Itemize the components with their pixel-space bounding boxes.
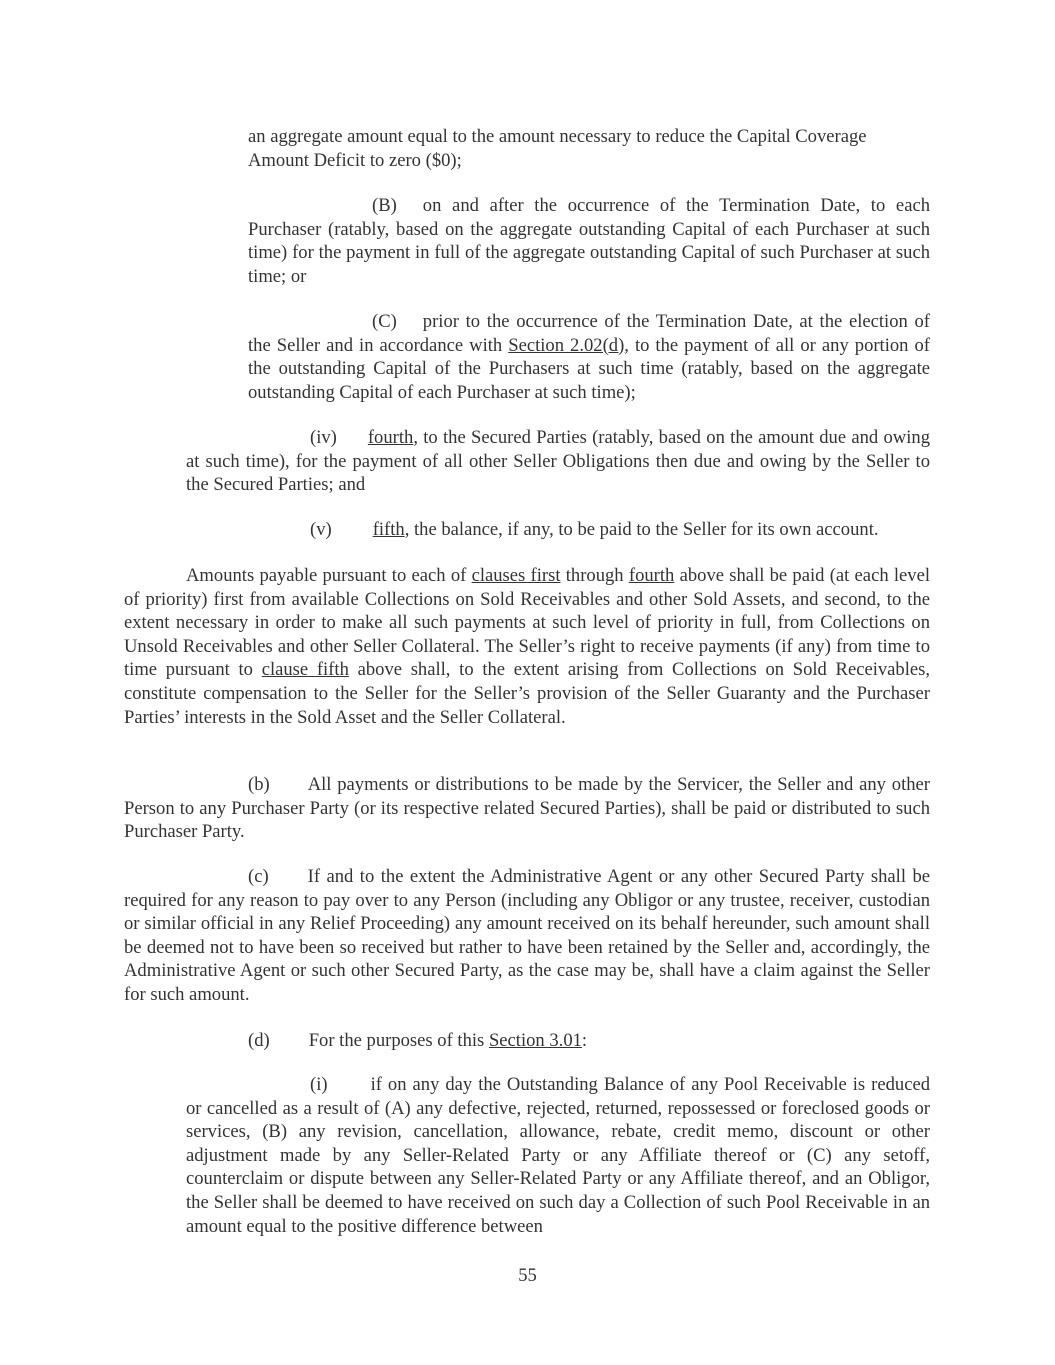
clause-text-B: on and after the occurrence of the Termination Date, to each Purchaser (ratably, based on the aggregate outstanding Capital of each Purchaser at such time) for the payment in full of the aggregate outstanding Capital of such Purchaser at such time; or [248, 195, 930, 287]
paragraph-i [186, 1073, 930, 1238]
ordinal-fifth: fifth [372, 519, 405, 540]
paragraph-v [186, 518, 930, 542]
section-reference-3-01[interactable]: Section 3.01 [488, 1030, 582, 1051]
reference-clauses-first[interactable]: clauses first [471, 565, 561, 586]
amounts-text-part2: through [565, 565, 624, 586]
paragraph-c [124, 865, 930, 1007]
paragraph-C [248, 310, 930, 404]
clause-label-v: (v) [310, 519, 332, 540]
clause-text-b: All payments or distributions to be made by the Servicer, the Seller and any other Person to any Purchaser Party (or its respective related Secured Parties), shall be paid or distributed to such Purchaser Party. [124, 774, 930, 843]
ordinal-fourth: fourth [367, 427, 414, 448]
paragraph-amounts-payable [124, 564, 930, 729]
section-reference-2-02-d[interactable]: Section 2.02(d) [508, 334, 625, 356]
clause-text-c: If and to the extent the Administrative Agent or any other Secured Party shall be required for any reason to pay over to any Person (including any Obligor or any trustee, receiver, custodian or similar official in any Relief Proceeding) any amount received on its behalf hereunder, such amount shall be deemed not to have been so received but rather to have been retained by the Seller and, accordingly, the Administrative Agent or such other Secured Party, as the case may be, shall have a claim against the Seller for such amount. [124, 866, 930, 1005]
clause-label-d: (d) [248, 1030, 270, 1051]
clause-text-iv: , to the Secured Parties (ratably, based on the amount due and owing at such time), for the payment of all other Seller Obligations then due and owing by the Seller to the Secured Parties; and [186, 427, 930, 496]
paragraph-B [248, 194, 930, 288]
clause-label-c: (c) [248, 866, 269, 887]
paragraph-a-continuation: an aggregate amount equal to the amount necessary to reduce the Capital Coverage Amount Deficit to zero ($0); [248, 126, 867, 171]
clause-label-B: (B) [372, 195, 397, 216]
clause-text-i: if on any day the Outstanding Balance of any Pool Receivable is reduced or cancelled as a result of (A) any defective, rejected, returned, repossessed or foreclosed goods or services, (B) any revision, cancellation, allowance, rebate, credit memo, discount or other adjustment made by any Seller-Related Party or any Affiliate thereof or (C) any setoff, counterclaim or dispute between any Seller-Related Party or any Affiliate thereof, and an Obligor, the Seller shall be deemed to have received on such day a Collection of such Pool Receivable in an amount equal to the positive difference between [186, 1074, 930, 1237]
reference-fourth[interactable]: fourth [628, 565, 675, 586]
clause-text-v: , the balance, if any, to be paid to the Seller for its own account. [404, 519, 879, 540]
clause-label-C: (C) [372, 311, 397, 332]
paragraph-d [124, 1029, 930, 1053]
clause-text-d-part1: For the purposes of this [308, 1030, 485, 1051]
amounts-text-part4: above shall, to the extent arising from Collections on Sold Receivables, constitute compensation to the Seller for the Seller’s provision of the Seller Guaranty and the Purchaser Parties’ interests in the Sold Asset and the Seller Collateral. [124, 659, 931, 728]
paragraph-b [124, 773, 930, 844]
amounts-text-part1: Amounts payable pursuant to each of [186, 565, 467, 586]
paragraph-iv [186, 426, 930, 497]
clause-text-d-part2: : [581, 1030, 588, 1051]
page-number: 55 [518, 1265, 537, 1286]
clause-text-C-part2: , to the payment of all or any portion of the outstanding Capital of the Purchasers at such time (ratably, based on the aggregate outstanding Capital of each Purchaser at such time); [248, 334, 930, 403]
clause-text-C-part1: prior to the occurrence of the Termination Date, at the election of the Seller and in accordance with [248, 311, 930, 356]
reference-clause-fifth[interactable]: clause fifth [261, 659, 349, 681]
amounts-text-part3: above shall be paid (at each level of priority) first from available Collections on Sold Receivables and other Sold Assets, and second, to the extent necessary in order to make all such payments at such level of priority in full, from Collections on Unsold Receivables and other Seller Collateral. The Seller’s right to receive payments (if any) from time to time pursuant to [124, 565, 931, 681]
clause-label-iv: (iv) [310, 427, 337, 448]
clause-label-i: (i) [310, 1074, 328, 1095]
clause-label-b: (b) [248, 774, 270, 795]
